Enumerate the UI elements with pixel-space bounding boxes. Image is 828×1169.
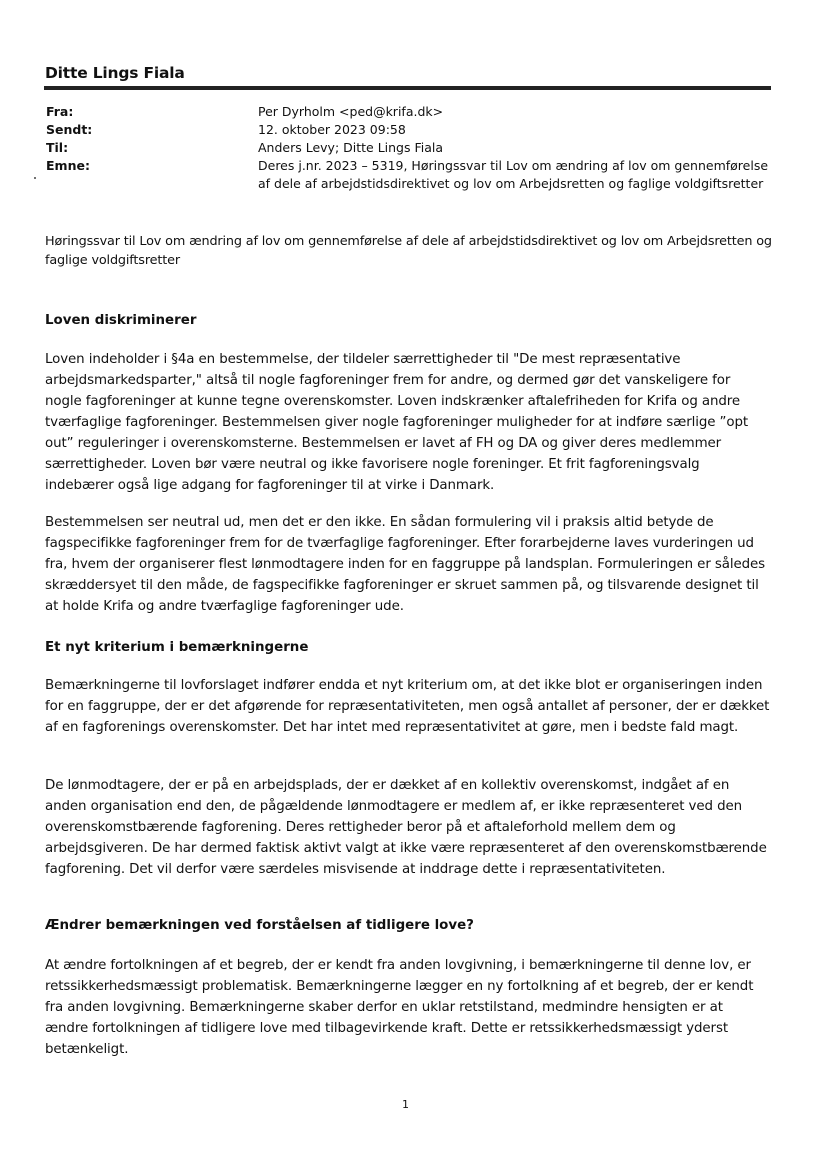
subject-line: Høringssvar til Lov om ændring af lov om gennemførelse af dele af arbejdstidsdirektivet og lov om Arbejdsretten og faglige voldgiftsretter (45, 234, 772, 268)
paragraph-3-1: At ændre fortolkningen af et begreb, der er kendt fra anden lovgivning, i bemærkningerne til denne lov, er retssikkerhedsmæssigt problematisk. Bemærkningerne lægger en ny fortolkning af et begreb, der er kendt fra anden lovgivning. Bemærkningerne skaber derfor en uklar retstilstand, medmindre hensigten er at ændre fortolkningen af tidligere love med tilbagevirkende kraft. Dette er retssikkerhedsmæssigt yderst betænkeligt. (45, 958, 754, 1057)
to-value: Anders Levy; Ditte Lings Fiala (258, 140, 444, 155)
to-label: Til: (46, 140, 69, 155)
paragraph-2-2: De lønmodtagere, der er på en arbejdsplads, der er dækket af en kollektiv overenskomst, indgået af en anden organisation end den, de pågældende lønmodtagere er medlem af, er ikke repræsenteret ved den overenskomstbærende fagforening. Deres rettigheder beror på et aftaleforhold mellem dem og arbejdsgiveren. De har dermed faktisk aktivt valgt at ikke være repræsenteret af den overenskomstbærende fagforening. Det vil derfor være særdeles misvisende at inddrage dette i repræsentativiteten. (45, 778, 767, 877)
section-heading-1: Loven diskriminerer (45, 313, 197, 328)
sender-name: Ditte Lings Fiala (45, 64, 185, 82)
subject-label: Emne: (46, 158, 90, 173)
sent-label: Sendt: (46, 122, 93, 137)
section-heading-2: Et nyt kriterium i bemærkningerne (45, 640, 309, 655)
section-heading-3: Ændrer bemærkningen ved forståelsen af tidligere love? (45, 918, 474, 933)
paragraph-2-1: Bemærkningerne til lovforslaget indfører endda et nyt kriterium om, at det ikke blot er organiseringen inden for en faggruppe, der er det afgørende for repræsentativiteten, men også antallet af personer, der er dækket af en fagforenings overenskomster. Det har intet med repræsentativitet at gøre, men i bedste fald magt. (45, 678, 770, 735)
header-rule (44, 86, 771, 90)
sent-value: 12. oktober 2023 09:58 (258, 122, 406, 137)
page-number: 1 (402, 1098, 409, 1111)
from-label: Fra: (46, 104, 74, 119)
subject-value: Deres j.nr. 2023 – 5319, Høringssvar til Lov om ændring af lov om gennemførelse af dele af arbejdstidsdirektivet og lov om Arbejdsretten og faglige voldgiftsretter (258, 158, 769, 191)
paragraph-1-2: Bestemmelsen ser neutral ud, men det er den ikke. En sådan formulering vil i praksis altid betyde de fagspecifikke fagforeninger frem for de tværfaglige fagforeninger. Efter forarbejderne laves vurderingen ud fra, hvem der organiserer flest lønmodtagere inden for en faggruppe på landsplan. Formuleringen er således skræddersyet til den måde, de fagspecifikke fagforeninger er skruet sammen på, og tilsvarende designet til at holde Krifa og andre tværfaglige fagforeninger ude. (45, 515, 766, 614)
scan-speck (34, 177, 36, 179)
from-value: Per Dyrholm <ped@krifa.dk> (258, 104, 444, 119)
paragraph-1-1: Loven indeholder i §4a en bestemmelse, der tildeler særrettigheder til "De mest repræsentative arbejdsmarkedsparter," altså til nogle fagforeninger frem for andre, og dermed gør det vanskeligere for nogle fagforeninger at kunne tegne overenskomster. Loven indskrænker aftalefriheden for Krifa og andre tværfaglige fagforeninger. Bestemmelsen giver nogle fagforeninger muligheder for at indføre særlige ”opt out” reguleringer i overenskomsterne. Bestemmelsen er lavet af FH og DA og giver deres medlemmer særrettigheder. Loven bør være neutral og ikke favorisere nogle foreninger. Et frit fagforeningsvalg indebærer også lige adgang for fagforeninger til at virke i Danmark. (45, 352, 749, 493)
